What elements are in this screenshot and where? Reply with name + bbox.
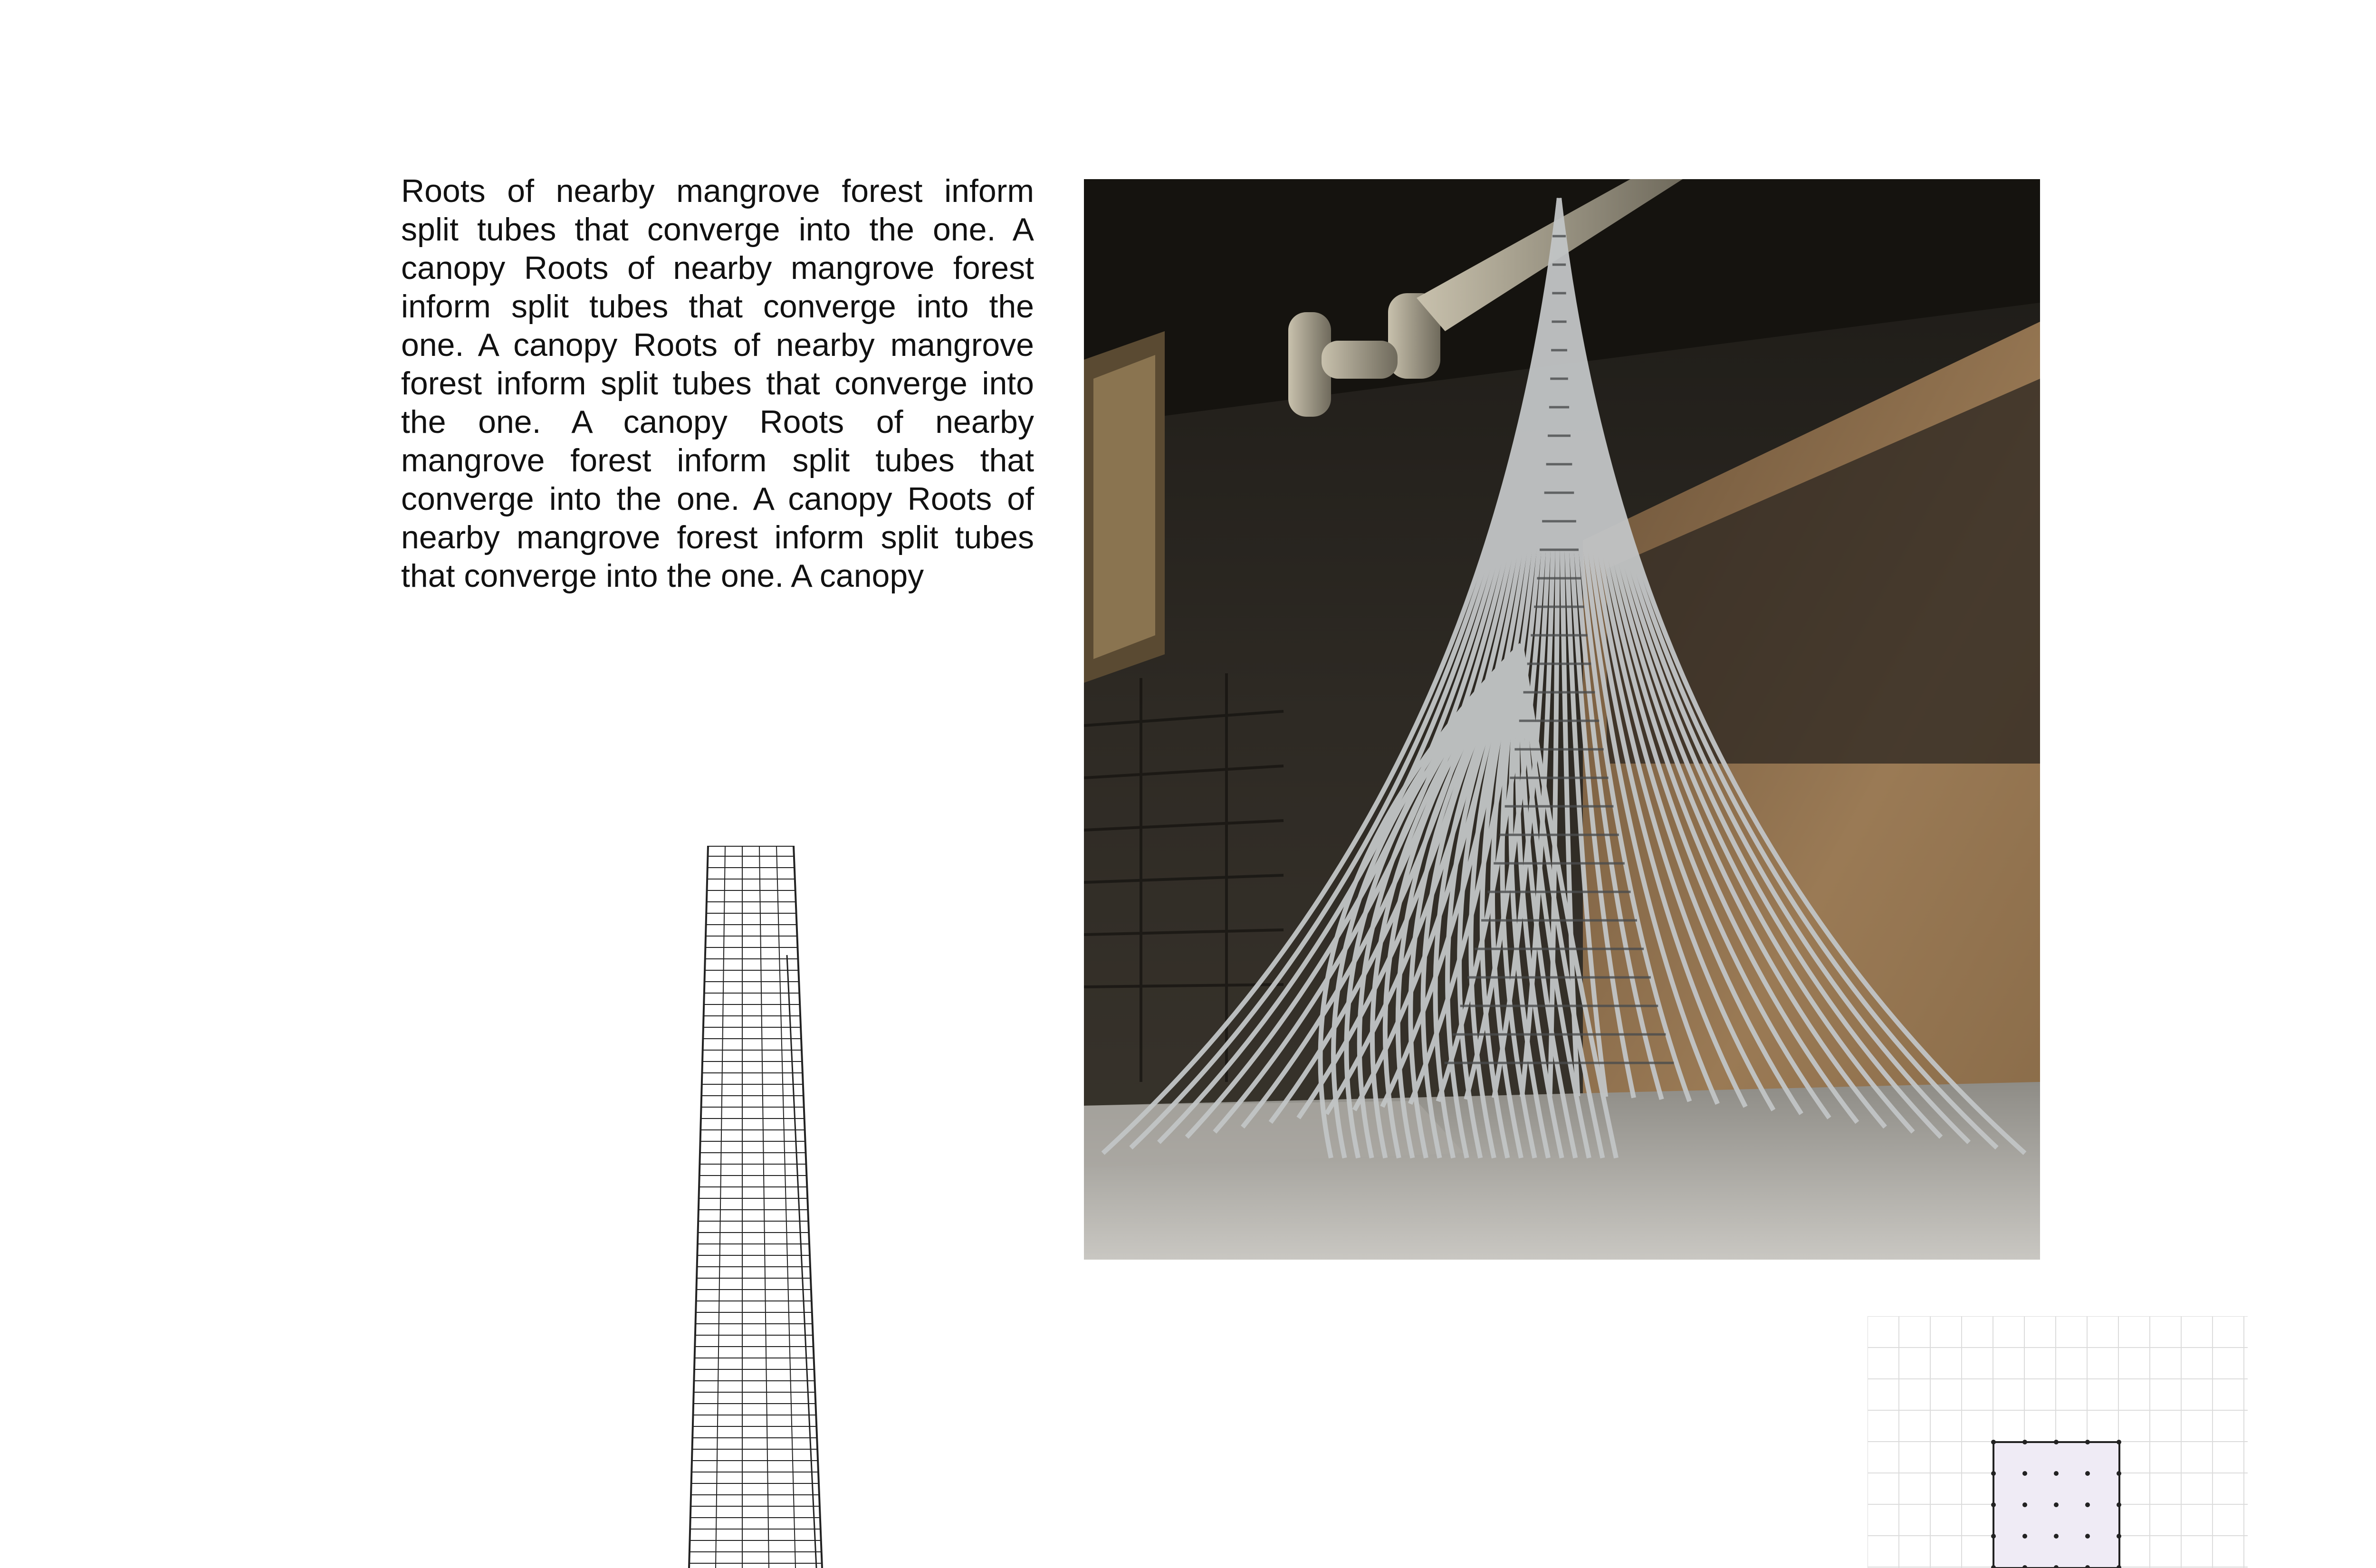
plan-point — [2117, 1471, 2121, 1476]
plan-point — [2054, 1502, 2059, 1507]
plan-point — [2085, 1440, 2090, 1444]
plan-point — [2117, 1440, 2121, 1444]
plan-point — [2085, 1534, 2090, 1539]
description-paragraph: Roots of nearby mangrove forest inform split tubes that converge into the one. A canopy Roots of nearby mangrove forest inform split tubes that converge into the one. A canopy Roots of nearby mangrove forest inform split tubes that converge into the one. A canopy Roots of nearby mangrove forest inform split tubes that converge into the one. A canopy Roots of nearby mangrove forest inform split tubes that converge into the one. A canopy — [401, 173, 1034, 594]
plan-point — [2054, 1534, 2059, 1539]
plan-point — [2085, 1471, 2090, 1476]
grid-plan-svg — [1868, 1316, 2248, 1568]
plan-point — [2022, 1440, 2027, 1444]
plan-point — [1991, 1440, 1996, 1444]
plan-point — [2054, 1471, 2059, 1476]
plan-point — [2117, 1502, 2121, 1507]
plan-point — [2022, 1502, 2027, 1507]
plan-point — [1991, 1534, 1996, 1539]
plan-point — [1991, 1502, 1996, 1507]
elevation-drawing — [665, 846, 846, 1568]
elevation-left-edge — [689, 846, 708, 1568]
elevation-mullion — [776, 846, 795, 1568]
model-photo — [1084, 179, 2040, 1260]
plan-point — [2022, 1534, 2027, 1539]
plan-point — [1991, 1471, 1996, 1476]
plan-point — [2117, 1534, 2121, 1539]
elevation-right-edge — [794, 846, 822, 1568]
model-photo-image — [1084, 179, 2040, 1260]
plan-point — [2085, 1502, 2090, 1507]
tower-elevation-svg — [665, 846, 846, 1568]
elevation-mullion — [759, 846, 769, 1568]
plan-point — [2022, 1471, 2027, 1476]
plan-drawing — [1868, 1316, 2248, 1568]
plan-point — [2054, 1440, 2059, 1444]
elevation-mullion — [716, 846, 725, 1568]
